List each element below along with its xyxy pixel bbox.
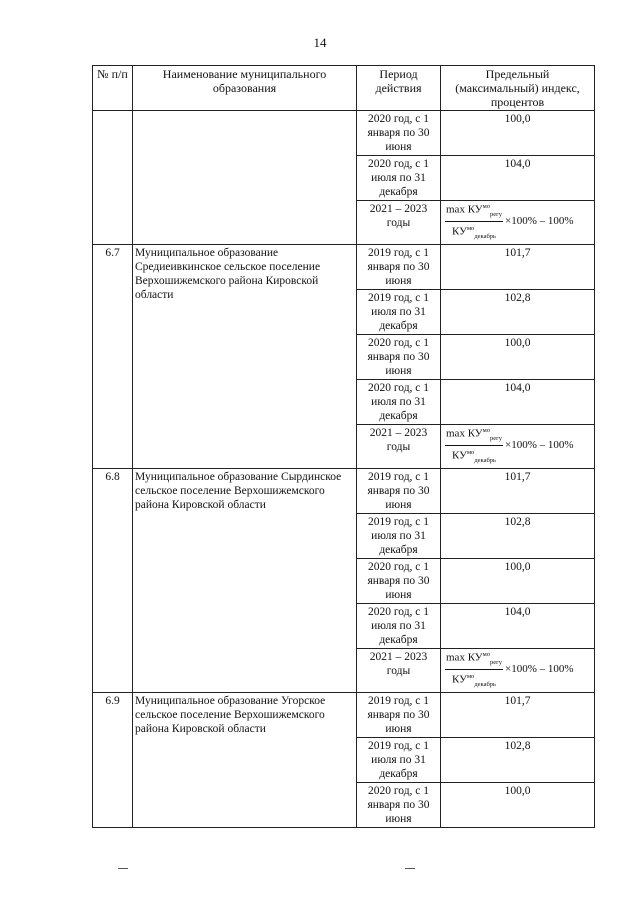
period-cell: 2019 год, с 1 января по 30 июня bbox=[357, 469, 441, 514]
period-cell: 2020 год, с 1 июля по 31 декабря bbox=[357, 604, 441, 649]
formula-fraction bbox=[445, 649, 503, 690]
formula-sup: мо bbox=[482, 426, 490, 434]
formula-fraction bbox=[445, 425, 503, 466]
period-cell: 2021 – 2023 годы bbox=[357, 201, 441, 245]
formula-ku-text: КУ bbox=[452, 449, 467, 462]
period-cell: 2019 год, с 1 июля по 31 декабря bbox=[357, 738, 441, 783]
formula-numerator bbox=[445, 201, 503, 222]
period-cell: 2020 год, с 1 июля по 31 декабря bbox=[357, 380, 441, 425]
index-cell: 101,7 bbox=[441, 245, 595, 290]
index-cell: 104,0 bbox=[441, 380, 595, 425]
period-cell: 2019 год, с 1 января по 30 июня bbox=[357, 693, 441, 738]
formula-fraction bbox=[445, 201, 503, 242]
period-cell: 2020 год, с 1 января по 30 июня bbox=[357, 335, 441, 380]
formula-sup: мо bbox=[466, 672, 475, 680]
period-cell: 2020 год, с 1 января по 30 июня bbox=[357, 559, 441, 604]
formula-sub: регу bbox=[489, 658, 503, 666]
index-cell: 101,7 bbox=[441, 469, 595, 514]
index-cell bbox=[441, 425, 595, 469]
index-formula bbox=[443, 202, 592, 240]
formula-denominator bbox=[452, 222, 496, 242]
header-period: Период действия bbox=[357, 66, 441, 111]
formula-sup: мо bbox=[466, 224, 475, 232]
index-formula bbox=[443, 426, 592, 464]
period-cell: 2021 – 2023 годы bbox=[357, 649, 441, 693]
header-municipality: Наименование муниципального образования bbox=[133, 66, 357, 111]
index-cell bbox=[441, 649, 595, 693]
period-cell: 2020 год, с 1 января по 30 июня bbox=[357, 111, 441, 156]
formula-denominator bbox=[452, 446, 496, 466]
municipality-name: Муниципальное образование Сырдинское сельское поселение Верхошижемского района Кировской области bbox=[133, 469, 357, 693]
index-cell bbox=[441, 201, 595, 245]
formula-rest: ×100% – 100% bbox=[505, 662, 574, 675]
index-cell: 104,0 bbox=[441, 156, 595, 201]
period-cell: 2020 год, с 1 января по 30 июня bbox=[357, 783, 441, 828]
row-number: 6.8 bbox=[93, 469, 133, 693]
table-row bbox=[93, 245, 595, 290]
formula-sub: регу bbox=[489, 434, 503, 442]
formula-max-text: max КУ bbox=[446, 427, 483, 440]
municipality-name bbox=[133, 111, 357, 245]
table-row bbox=[93, 111, 595, 156]
period-cell: 2019 год, с 1 июля по 31 декабря bbox=[357, 514, 441, 559]
scan-mark bbox=[405, 868, 415, 869]
formula-ku-text: КУ bbox=[452, 673, 467, 686]
index-cell: 102,8 bbox=[441, 290, 595, 335]
period-cell: 2021 – 2023 годы bbox=[357, 425, 441, 469]
index-cell: 104,0 bbox=[441, 604, 595, 649]
index-cell: 100,0 bbox=[441, 335, 595, 380]
municipality-name: Муниципальное образование Угорское сельское поселение Верхошижемского района Кировской области bbox=[133, 693, 357, 828]
index-cell: 102,8 bbox=[441, 738, 595, 783]
row-number bbox=[93, 111, 133, 245]
formula-sub: декабрь bbox=[474, 456, 496, 464]
index-cell: 100,0 bbox=[441, 783, 595, 828]
header-number: № п/п bbox=[93, 66, 133, 111]
tariff-index-table bbox=[92, 65, 595, 828]
index-formula bbox=[443, 650, 592, 688]
period-cell: 2019 год, с 1 июля по 31 декабря bbox=[357, 290, 441, 335]
formula-sup: мо bbox=[482, 650, 490, 658]
period-cell: 2020 год, с 1 июля по 31 декабря bbox=[357, 156, 441, 201]
row-number: 6.7 bbox=[93, 245, 133, 469]
page-number: 14 bbox=[313, 35, 327, 50]
formula-rest: ×100% – 100% bbox=[505, 214, 574, 227]
index-cell: 102,8 bbox=[441, 514, 595, 559]
formula-max-text: max КУ bbox=[446, 651, 483, 664]
header-index: Предельный (максимальный) индекс, процентов bbox=[441, 66, 595, 111]
period-cell: 2019 год, с 1 января по 30 июня bbox=[357, 245, 441, 290]
table-row bbox=[93, 469, 595, 514]
municipality-name: Муниципальное образование Средиеивкинское сельское поселение Верхошижемского района Кировской области bbox=[133, 245, 357, 469]
table-header-row bbox=[93, 66, 595, 111]
formula-max-text: max КУ bbox=[446, 203, 483, 216]
formula-numerator bbox=[445, 649, 503, 670]
formula-numerator bbox=[445, 425, 503, 446]
index-cell: 100,0 bbox=[441, 111, 595, 156]
scan-mark bbox=[118, 868, 128, 869]
formula-ku-text: КУ bbox=[452, 225, 467, 238]
table-row bbox=[93, 693, 595, 738]
formula-denominator bbox=[452, 670, 496, 690]
formula-sub: декабрь bbox=[474, 232, 496, 240]
formula-sup: мо bbox=[466, 448, 475, 456]
formula-sub: декабрь bbox=[474, 680, 496, 688]
formula-sup: мо bbox=[482, 202, 490, 210]
formula-sub: регу bbox=[489, 210, 503, 218]
row-number: 6.9 bbox=[93, 693, 133, 828]
index-cell: 100,0 bbox=[441, 559, 595, 604]
index-cell: 101,7 bbox=[441, 693, 595, 738]
formula-rest: ×100% – 100% bbox=[505, 438, 574, 451]
